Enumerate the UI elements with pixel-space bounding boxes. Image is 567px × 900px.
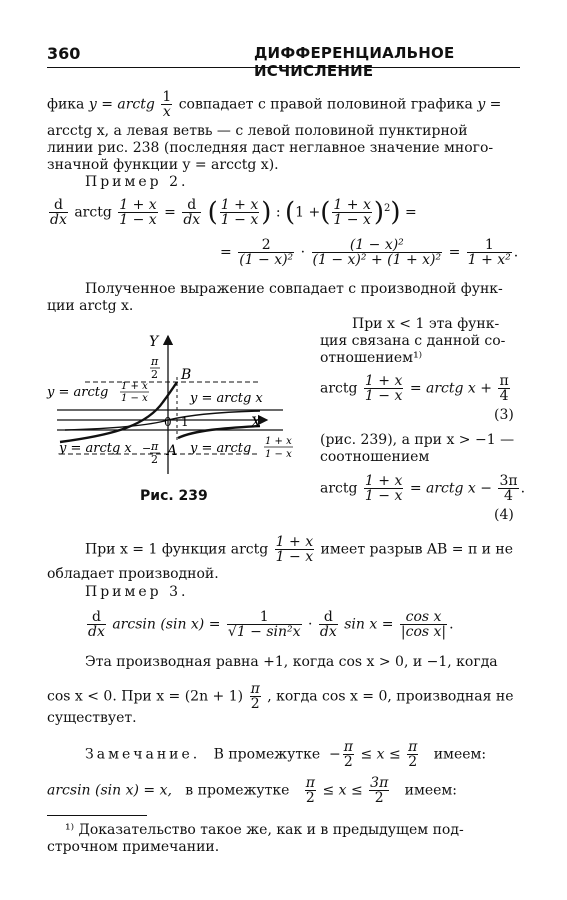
figure-caption: Рис. 239 xyxy=(140,488,208,504)
right-line4: (рис. 239), а при x > −1 — xyxy=(320,432,515,448)
example-3-label: Пример 3. xyxy=(85,584,189,600)
remark-line2: arcsin (sin x) = x, в промежутке $\frac{\pi}{2}$ ≤ x ≤ $\frac{3\pi}{2}$ имеем: xyxy=(47,775,458,806)
p1-line2: arcctg x, а левая ветвь — с левой половиной пунктирной xyxy=(47,123,468,139)
header-rule xyxy=(47,67,520,68)
label-right-mid: y = arctg x xyxy=(190,391,263,406)
right-line2: ция связана с данной со- xyxy=(320,333,506,349)
svg-text:1 + x: 1 + x xyxy=(121,381,148,392)
p1-line4: значной функции y = arcctg x). xyxy=(47,157,279,173)
svg-text:1 + x: 1 + x xyxy=(265,436,292,447)
footnote-line2: строчном примечании. xyxy=(47,839,220,855)
page-number: 360 xyxy=(47,44,81,63)
label-A: A xyxy=(167,443,178,459)
svg-text:1 − x: 1 − x xyxy=(265,449,292,460)
p2-line1: Полученное выражение совпадает с производной функ- xyxy=(85,281,503,297)
svg-text:π: π xyxy=(151,440,159,453)
label-left-top: y = arctg xyxy=(47,385,109,400)
equation-number-3: (3) xyxy=(494,407,514,423)
p4-line3: существует. xyxy=(47,710,137,726)
svg-text:−: − xyxy=(142,442,152,455)
label-X: X xyxy=(251,415,261,431)
right-line3: отношением¹⁾ xyxy=(320,350,423,366)
label-right-bottom: y = arctg xyxy=(190,441,252,456)
label-Y: Y xyxy=(149,334,159,350)
footnote-rule xyxy=(47,815,147,816)
formula-4: arctg $\frac{1 + x}{1 - x}$ = arctg x − $\frac{3\pi}{4}$ . xyxy=(320,473,526,504)
example-3-formula: $\frac{d}{dx}$ arcsin (sin x) = $\frac{1}{\text{√1 − sin²x}}$ · $\frac{d}{dx}$ sin x = $\frac{\text{cos x}}{\text{|cos x|}}$ . xyxy=(88,609,454,640)
svg-text:2: 2 xyxy=(151,453,158,466)
p2-line2: ции arctg x. xyxy=(47,298,134,314)
p4-line2: cos x < 0. При x = (2n + 1) $\frac{\pi}{2}$ , когда cos x = 0, производная не xyxy=(47,681,514,712)
p3-line1: При x = 1 функция arctg $\frac{1 + x}{1 - x}$ имеет разрыв AB = π и не xyxy=(85,534,513,565)
remark-line1: Замечание. В промежутке − $\frac{\pi}{2}$ ≤ x ≤ $\frac{\pi}{2}$ имеем: xyxy=(85,739,487,770)
p1-line1: фика y = arctg $\frac{1}{x}$ совпадает с правой половиной графика y = xyxy=(47,89,502,120)
p4-line1: Эта производная равна +1, когда cos x > 0, и −1, когда xyxy=(85,654,498,670)
curve-right-branch xyxy=(178,426,260,438)
svg-text:π: π xyxy=(151,355,159,368)
svg-text:1 − x: 1 − x xyxy=(121,393,148,404)
figure-239 xyxy=(45,332,305,482)
right-line5: соотношением xyxy=(320,449,430,465)
label-left-bottom: y = arctg x xyxy=(59,441,132,456)
footnote-line1: ¹⁾ Доказательство такое же, как и в предыдущем под- xyxy=(65,822,464,838)
svg-text:2: 2 xyxy=(151,368,158,381)
p3-line2: обладает производной. xyxy=(47,566,219,582)
running-title: ДИФФЕРЕНЦИАЛЬНОЕ ИСЧИСЛЕНИЕ xyxy=(254,44,455,80)
label-origin: 0 xyxy=(164,415,172,429)
equation-number-4: (4) xyxy=(494,507,514,523)
fraction-1-over-x: $\frac{1}{x}$ xyxy=(162,89,172,120)
example-2-formula-line2: = $\frac{2}{\text{(1 − x)²}}$ · $\frac{\text{(1 − x)²}}{\text{(1 − x)² + (1 + x)²}}$ = $\frac{1}{\text{1 + x²}}$ . xyxy=(220,237,519,268)
formula-3: arctg $\frac{1 + x}{1 - x}$ = arctg x + $\frac{\pi}{4}$ xyxy=(320,373,509,404)
label-one: 1 xyxy=(181,415,189,429)
example-2-formula-line1: $\frac{d}{dx}$ arctg $\frac{1 + x}{1 - x}$ = $\frac{d}{dx}$ ( $\frac{1 + x}{1 - x}$ ) : (1 +( $\frac{1 + x}{1 - x}$ )$^2$) = xyxy=(50,197,417,228)
right-line1: При x < 1 эта функ- xyxy=(352,316,500,332)
p1-line3: линии рис. 238 (последняя даст неглавное значение много- xyxy=(47,140,494,156)
example-2-label: Пример 2. xyxy=(85,174,189,190)
label-B: B xyxy=(181,367,192,383)
